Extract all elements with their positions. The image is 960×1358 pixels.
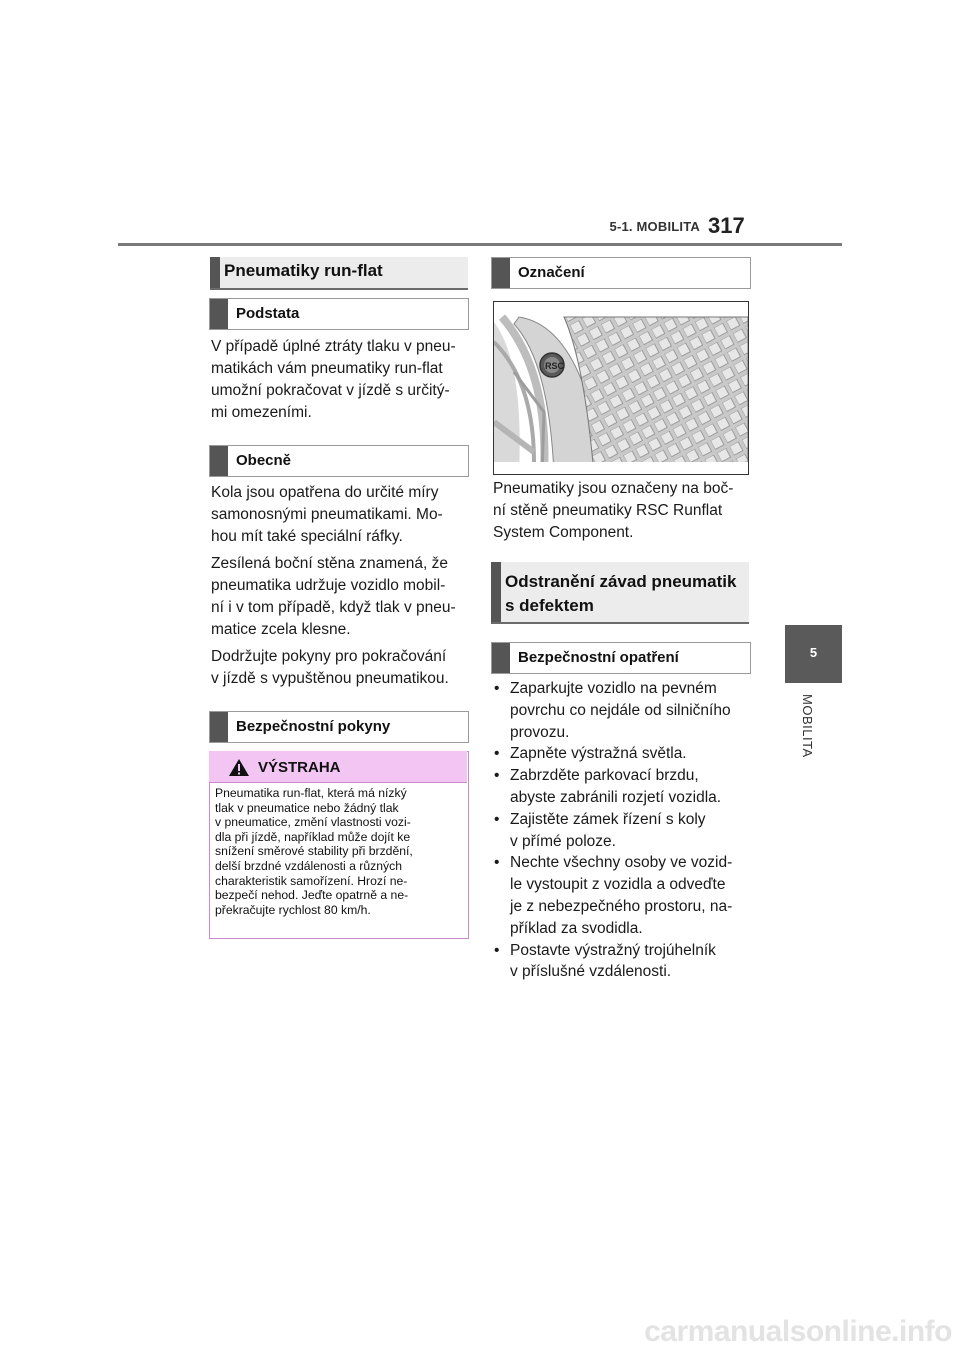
section-title: 5-1. MOBILITA: [609, 219, 700, 234]
text-line: Pneumatika run-flat, která má nízký: [215, 786, 407, 800]
header-divider: [118, 243, 842, 246]
heading-oznaceni: [491, 257, 751, 289]
page-number: 317: [708, 213, 745, 238]
rsc-tire-illustration: [493, 301, 749, 475]
text-line: v přímé poloze.: [510, 832, 616, 850]
text-line: snížení směrové stability při brzdění,: [215, 844, 413, 859]
text-line: matice zcela klesne.: [211, 621, 351, 638]
text-line: • Postavte výstražný trojúhelník: [510, 941, 716, 959]
text-line: abyste zabránili rozjetí vozidla.: [510, 788, 722, 806]
obecne-paragraph-2: [211, 553, 471, 641]
obecne-paragraph-1: [211, 482, 471, 548]
text-line: bezpečí nehod. Jeďte opatrně a ne-: [215, 888, 409, 903]
text-line: Pneumatiky jsou označeny na boč-: [493, 480, 734, 497]
heading-podstata-text: Podstata: [236, 305, 300, 322]
text-line: • Zabrzděte parkovací brzdu,: [510, 767, 699, 785]
heading-run-flat: [210, 257, 468, 290]
list-item: [492, 765, 757, 809]
chapter-number: 5: [809, 645, 818, 660]
heading-podstata: [209, 298, 469, 330]
text-line: • Zapněte výstražná světla.: [510, 745, 687, 763]
text-line: System Component.: [493, 524, 634, 541]
watermark: carmanualsonline.info: [644, 1315, 952, 1348]
heading-odstraneni-zavad: [491, 562, 749, 624]
heading-bezpecnostni-opatreni: [491, 642, 751, 674]
heading-bezpecnostni-pokyny-text: Bezpečnostní pokyny: [236, 718, 391, 735]
text-line: v pneumatice, změní vlastnosti vozi-: [215, 815, 411, 830]
heading-obecne-text: Obecně: [236, 452, 292, 469]
list-item: [492, 678, 757, 743]
oznaceni-paragraph: [493, 478, 753, 544]
text-line: V případě úplné ztráty tlaku v pneu-: [211, 338, 456, 355]
text-line: tlak v pneumatice nebo žádný tlak: [215, 800, 399, 815]
text-line: • Nechte všechny osoby ve vozid-: [510, 854, 733, 872]
text-line: povrchu co nejdále od silničního: [510, 701, 731, 719]
list-item: [492, 940, 757, 984]
text-line: • Zajistěte zámek řízení s koly: [510, 810, 706, 828]
safety-steps-list: [492, 678, 757, 983]
text-line: le vystoupit z vozidla a odveďte: [510, 876, 726, 894]
heading-bezpecnostni-pokyny: [209, 711, 469, 743]
heading-oznaceni-text: Označení: [518, 264, 585, 281]
text-line: pneumatika udržuje vozidlo mobil-: [211, 577, 446, 594]
warning-text: [215, 786, 461, 917]
text-line: je z nebezpečného prostoru, na-: [510, 897, 733, 915]
text-line: Dodržujte pokyny pro pokračování: [211, 648, 447, 665]
text-line: Kola jsou opatřena do určité míry: [211, 484, 439, 501]
text-line: • Zaparkujte vozidlo na pevném: [510, 680, 717, 697]
text-line: dla při jízdě, například může dojít ke: [215, 829, 411, 844]
text-line: delší brzdné vzdálenosti a různých: [215, 858, 402, 873]
heading-run-flat-text: Pneumatiky run-flat: [224, 261, 383, 280]
heading-line: Odstranění závad pneumatik: [505, 572, 737, 591]
text-line: umožní pokračovat v jízdě s určitý-: [211, 382, 450, 399]
list-item: [492, 743, 757, 765]
text-line: mi omezeními.: [211, 404, 312, 421]
text-line: matikách vám pneumatiky run-flat: [211, 360, 443, 377]
chapter-label: [800, 694, 820, 784]
obecne-paragraph-3: [211, 646, 471, 690]
text-line: samonosnými pneumatikami. Mo-: [211, 506, 443, 523]
svg-text:RSC: RSC: [545, 361, 565, 371]
text-line: překračujte rychlost 80 km/h.: [215, 902, 371, 917]
text-line: ní stěně pneumatiky RSC Runflat: [493, 502, 723, 519]
heading-bezpecnostni-opatreni-text: Bezpečnostní opatření: [518, 649, 679, 666]
heading-odstraneni-zavad-text: [505, 570, 736, 618]
warning-triangle-icon: [228, 758, 250, 782]
heading-obecne: [209, 445, 469, 477]
text-line: Zesílená boční stěna znamená, že: [211, 555, 448, 572]
text-line: charakteristik samořízení. Hrozí ne-: [215, 873, 408, 888]
text-line: v příslušné vzdálenosti.: [510, 963, 672, 981]
text-line: v jízdě s vypuštěnou pneumatikou.: [211, 670, 449, 687]
list-item: [492, 852, 757, 939]
warning-title: VÝSTRAHA: [258, 759, 341, 776]
heading-line: s defektem: [505, 596, 594, 615]
chapter-label-text: MOBILITA: [800, 694, 815, 758]
list-item: [492, 809, 757, 853]
text-line: ní i v tom případě, když tlak v pneu-: [211, 599, 456, 616]
text-line: hou mít také speciální ráfky.: [211, 528, 403, 545]
text-line: příklad za svodidla.: [510, 919, 643, 937]
podstata-paragraph: [211, 336, 471, 424]
text-line: provozu.: [510, 723, 570, 741]
